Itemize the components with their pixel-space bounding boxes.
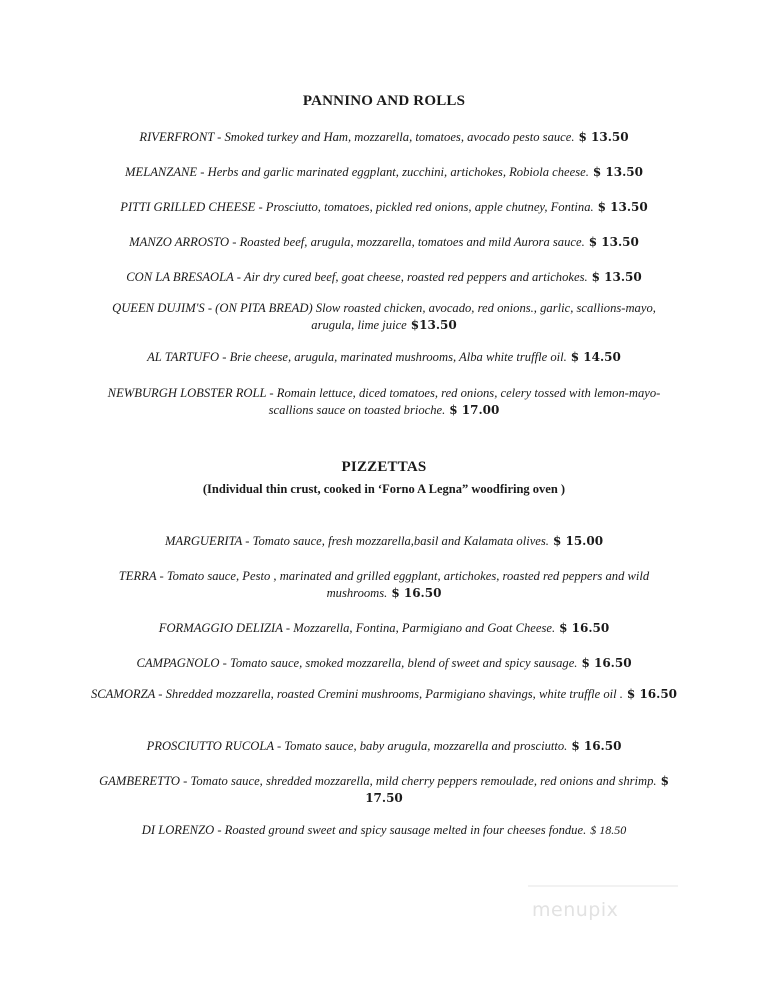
item-name: MANZO ARROSTO (129, 235, 230, 249)
menu-item (90, 822, 678, 839)
item-name: QUEEN DUJIM'S (112, 301, 205, 315)
menu-item (90, 269, 678, 286)
menu-item (90, 533, 678, 550)
menu-item (90, 568, 678, 602)
item-price: $ 16.50 (559, 621, 610, 635)
item-description: - Tomato sauce, Pesto , marinated and grilled eggplant, artichokes, roasted red peppers and wild mushrooms. (156, 569, 650, 600)
item-name: AL TARTUFO (147, 350, 220, 364)
item-price: $ 13.50 (588, 235, 639, 249)
item-price: $ 13.50 (597, 200, 648, 214)
item-name: GAMBERETTO (99, 774, 181, 788)
menu-item (90, 349, 678, 366)
item-price: $ 13.50 (592, 165, 643, 179)
section-title-pizzettas: PIZZETTAS (341, 459, 427, 475)
section-subtitle: (Individual thin crust, cooked in ‘Forno A Legna” woodfiring oven ) (202, 482, 566, 496)
item-price: $ 16.50 (391, 586, 442, 600)
menu-item (90, 234, 678, 251)
menu-item (90, 738, 678, 755)
item-price: $ 16.50 (571, 739, 622, 753)
item-description: - Brie cheese, arugula, marinated mushrooms, Alba white truffle oil. (219, 350, 567, 364)
section-title-panino: PANNINO AND ROLLS (302, 93, 466, 109)
item-name: CON LA BRESAOLA (126, 270, 234, 284)
menu-item (90, 129, 678, 146)
menu-item (90, 773, 678, 807)
item-name: TERRA (118, 569, 157, 583)
item-description: - Tomato sauce, fresh mozzarella,basil and Kalamata olives. (242, 534, 549, 548)
item-description: - Smoked turkey and Ham, mozzarella, tomatoes, avocado pesto sauce. (214, 130, 575, 144)
item-name: MARGUERITA (164, 534, 243, 548)
item-name: CAMPAGNOLO (136, 656, 220, 670)
item-description: - Shredded mozzarella, roasted Cremini mushrooms, Parmigiano shavings, white truffle oil . (155, 687, 623, 701)
menu-item (90, 655, 678, 672)
item-price: $ 14.50 (570, 350, 621, 364)
item-description: - Herbs and garlic marinated eggplant, zucchini, artichokes, Robiola cheese. (197, 165, 589, 179)
item-description: - Air dry cured beef, goat cheese, roasted red peppers and artichokes. (233, 270, 588, 284)
item-name: RIVERFRONT (139, 130, 215, 144)
item-description: - Prosciutto, tomatoes, pickled red onions, apple chutney, Fontina. (255, 200, 594, 214)
menu-item (90, 686, 678, 703)
item-description: - Tomato sauce, shredded mozzarella, mild cherry peppers remoulade, red onions and shrimp. (180, 774, 657, 788)
item-name: PITTI GRILLED CHEESE (120, 200, 256, 214)
menu-item (90, 199, 678, 216)
item-description: - Romain lettuce, diced tomatoes, red onions, celery tossed with lemon-mayo-scallions sauce on toasted brioche. (266, 386, 661, 417)
item-name: DI LORENZO (141, 823, 215, 837)
item-description: - Roasted ground sweet and spicy sausage melted in four cheeses fondue. (214, 823, 587, 837)
item-description: - Mozzarella, Fontina, Parmigiano and Goat Cheese. (282, 621, 556, 635)
item-price: $ 13.50 (578, 130, 629, 144)
item-description: - Roasted beef, arugula, mozzarella, tomatoes and mild Aurora sauce. (229, 235, 585, 249)
item-price: $ 16.50 (581, 656, 632, 670)
menu-item (90, 620, 678, 637)
item-price: $13.50 (410, 318, 457, 332)
item-price: $ 17.00 (449, 403, 500, 417)
item-price: $ 13.50 (591, 270, 642, 284)
item-description: - (ON PITA BREAD) Slow roasted chicken, avocado, red onions., garlic, scallions-mayo, arugula, lime juice (204, 301, 656, 332)
item-price: $ 18.50 (590, 823, 627, 837)
item-name: NEWBURGH LOBSTER ROLL (107, 386, 267, 400)
item-price: $ 15.00 (552, 534, 604, 548)
item-description: - Tomato sauce, baby arugula, mozzarella and prosciutto. (273, 739, 568, 753)
menu-item (90, 385, 678, 419)
item-description: - Tomato sauce, smoked mozzarella, blend of sweet and spicy sausage. (219, 656, 578, 670)
watermark-logo: menupix (532, 899, 619, 921)
item-name: PROSCIUTTO RUCOLA (146, 739, 274, 753)
menu-item (90, 164, 678, 181)
menu-item (90, 300, 678, 334)
item-name: MELANZANE (125, 165, 198, 179)
item-name: SCAMORZA (90, 687, 156, 701)
watermark-divider (528, 885, 678, 887)
item-price: $ 17.50 (365, 774, 669, 805)
item-name: FORMAGGIO DELIZIA (158, 621, 283, 635)
item-price: $ 16.50 (626, 687, 678, 701)
